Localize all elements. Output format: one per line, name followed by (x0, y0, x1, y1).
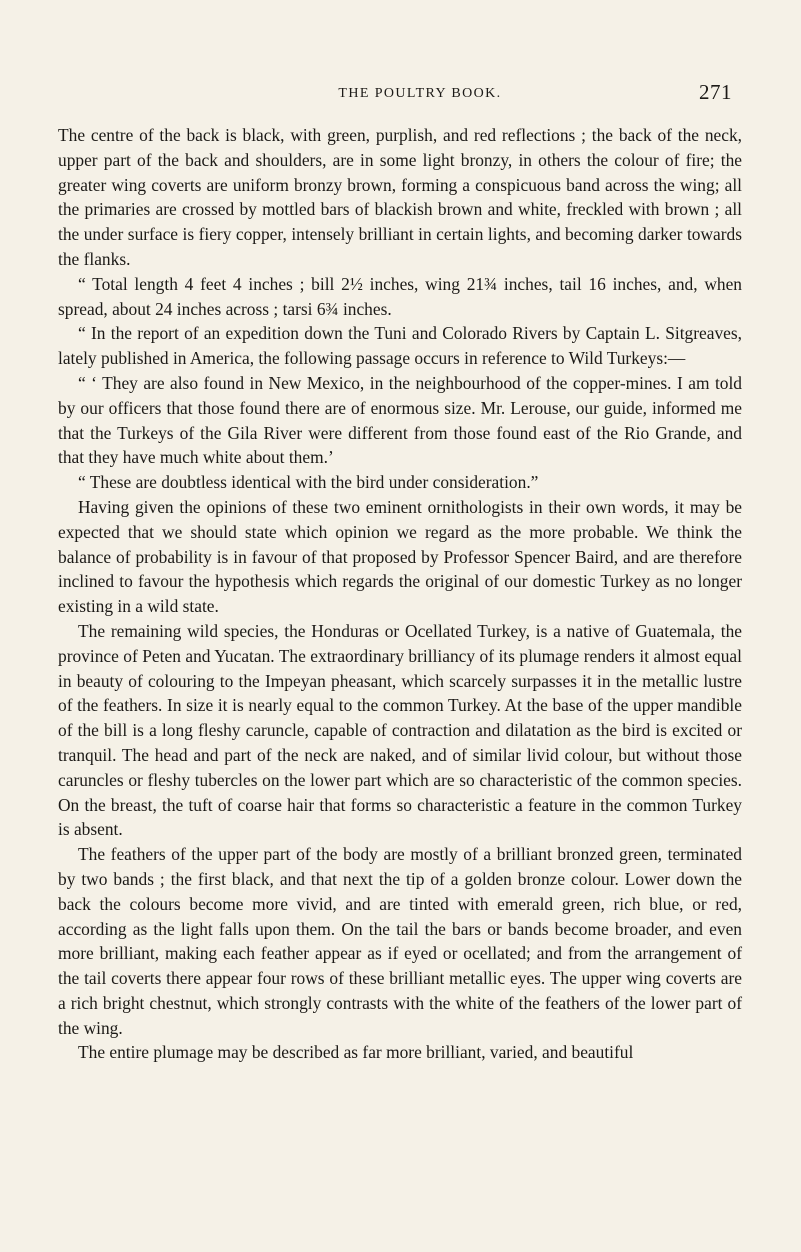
running-title: THE POULTRY BOOK. (338, 86, 502, 101)
page-number: 271 (699, 80, 732, 104)
running-head (110, 80, 730, 104)
paragraph-entire-plumage: The entire plumage may be described as far more brilliant, varied, and beautiful (78, 1042, 634, 1063)
paragraph-opinions: Having given the opinions of these two eminent ornithologists in their own words, it may be expected that we should state which opinion we regard as the more probable. We think the balance of probability is in favour of that proposed by Professor Spencer Baird, and are therefore inclined to favour the hypothesis which regards the original of our domestic Turkey as no longer existing in a wild state. (58, 496, 742, 617)
paragraph-ocellated-turkey: The remaining wild species, the Honduras or Ocellated Turkey, is a native of Guatemala, the province of Peten and Yucatan. The extraordinary brilliancy of its plumage renders it almost equal in beauty of colouring to the Impeyan pheasant, which scarcely surpasses it in the metallic lustre of the feathers. In size it is nearly equal to the common Turkey. At the base of the upper mandible of the bill is a long fleshy caruncle, capable of contraction and dilatation as the bird is excited or tranquil. The head and part of the neck are naked, and of similar livid colour, but without those caruncles or fleshy tubercles on the lower part which are so characteristic of the common species. On the breast, the tuft of coarse hair that forms so characteristic a feature in the common Turkey is absent. (58, 620, 742, 840)
paragraph-identical-bird: “ These are doubtless identical with the bird under consideration.” (78, 472, 539, 493)
paragraph-measurements: “ Total length 4 feet 4 inches ; bill 2½ inches, wing 21¾ inches, tail 16 inches, and, when spread, about 24 inches across ; tarsi 6¾ inches. (58, 273, 742, 319)
body-text (58, 123, 742, 1065)
paragraph-feather-colours: The feathers of the upper part of the body are mostly of a brilliant bronzed green, terminated by two bands ; the first black, and that next the tip of a golden bronze colour. Lower down the back the colours become more vivid, and are tinted with emerald green, rich blue, or red, according as the light falls upon them. On the tail the bars or bands become broader, and even more brilliant, making each feather appear as if eyed or ocellated; and from the arrangement of the tail coverts there appear four rows of these brilliant metallic eyes. The upper wing coverts are a rich bright chestnut, which strongly contrasts with the white of the feathers of the lower part of the wing. (58, 844, 742, 1038)
paragraph-expedition-report: “ In the report of an expedition down the Tuni and Colorado Rivers by Captain L. Sitgreaves, lately published in America, the following passage occurs in reference to Wild Turkeys:— (58, 323, 742, 369)
paragraph-back-plumage: The centre of the back is black, with green, purplish, and red reflections ; the back of the neck, upper part of the back and shoulders, are in some light bronzy, in others the colour of fire; the greater wing coverts are uniform bronzy brown, forming a conspicuous band across the wing; all the primaries are crossed by mottled bars of blackish brown and white, freckled with brown ; all the under surface is fiery copper, intensely brilliant in certain lights, and becoming darker towards the flanks. (58, 125, 742, 269)
paragraph-quoted-passage: “ ‘ They are also found in New Mexico, in the neighbourhood of the copper-mines. I am told by our officers that those found there are of enormous size. Mr. Lerouse, our guide, informed me that the Turkeys of the Gila River were different from those found east of the Rio Grande, and that they have much white about them.’ (58, 372, 742, 468)
